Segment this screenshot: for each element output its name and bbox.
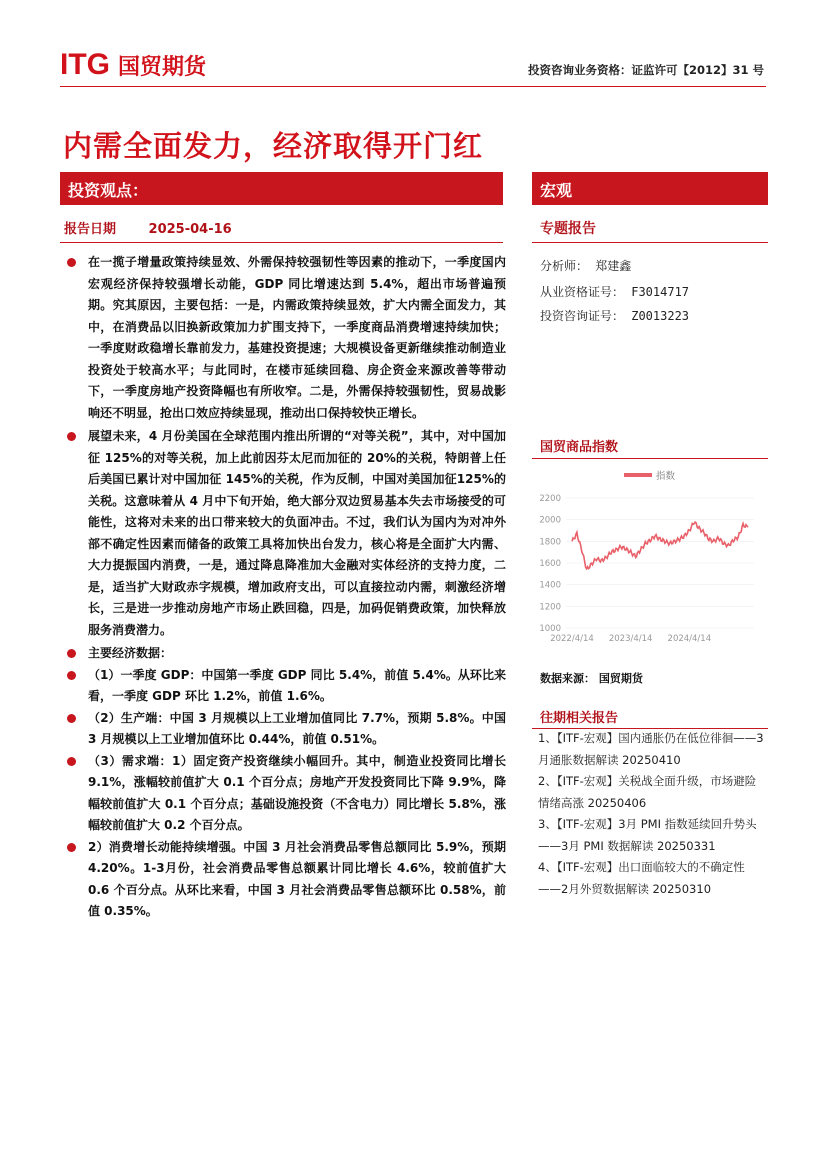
report-date-label: 报告日期 — [64, 222, 117, 237]
x-tick-label: 2022/4/14 — [550, 634, 594, 644]
license-text: 投资咨询业务资格：证监许可【2012】31 号 — [527, 63, 764, 77]
analyst-name: 分析师： 郑建鑫 — [540, 259, 632, 273]
y-tick-label: 1400 — [539, 580, 561, 591]
paragraph-gdp — [64, 665, 506, 708]
company-logo — [60, 48, 206, 82]
investment-view-label: 投资观点： — [68, 181, 149, 200]
paragraph-text: 在一揽子增量政策持续显效、外需保持较强韧性等因素的推动下，一季度国内宏观经济保持较强增长动能，GDP 同比增速达到 5.4%，超出市场普遍预期。究其原因，主要包括：一是，内需政策持续显效，扩大内需全面发力，其中，在消费品以旧换新政策加力扩围支持下，一季度商品消费增速持续加快；一季度财政稳增长靠前发力，基建投资提速；大规模设备更新继续推动制造业投资处于较高水平；与此同时，在楼市延续回稳、房企资金来源改善等带动下，一季度房地产投资降幅也有所收窄。二是，外需保持较强韧性，贸易战影响还不明显，抢出口效应持续显现，推动出口保持较快正增长。 — [88, 255, 506, 420]
series-line-index — [572, 522, 748, 569]
related-report-item[interactable]: 3、【ITF-宏观】3月 PMI 指数延续回升势头——3月 PMI 数据解读 20250331 — [538, 817, 757, 853]
analyst-consult-id: 投资咨询证号： Z0013223 — [540, 309, 690, 323]
bullet-icon — [67, 757, 76, 766]
bullet-icon — [67, 432, 76, 441]
logo-cn-text: 国贸期货 — [118, 54, 207, 80]
related-report-item[interactable]: 2、【ITF-宏观】关税战全面升级，市场避险情绪高涨 20250406 — [538, 774, 757, 810]
report-date-value: 2025-04-16 — [148, 222, 232, 237]
category-bar — [532, 172, 768, 205]
y-tick-label: 1000 — [539, 624, 561, 634]
paragraph-text: 展望未来，4 月份美国在全球范围内推出所谓的“对等关税”，其中，对中国加征 125%的对等关税，加上此前因芬太尼而加征的 20%的关税，特朗普上任后美国已累计对中国加征 145%的关税，作为反制，中国对美国加征125%的关税。这意味着从 4 月中下旬开始，绝大部分双边贸易基本失去市场接受的可能性，这将对未来的出口带来较大的负面冲击。不过，我们认为国内为对冲外部不确定性因素而储备的政策工具将加快出台发力，核心将是全面扩大内需、大力提振国内消费，一是，通过降息降准加大金融对实体经济的支持力度，二是，适当扩大财政赤字规模，增加政府支出，可以直接拉动内需，刺激经济增长，三是进一步推动房地产市场止跌回稳，四是，加码促销费政策，加快释放服务消费潜力。 — [88, 429, 506, 637]
related-reports-title: 往期相关报告 — [540, 711, 619, 726]
paragraph-data-heading — [64, 643, 506, 665]
category-label: 宏观 — [540, 181, 573, 200]
paragraph-outlook — [64, 252, 506, 424]
related-reports-list — [538, 728, 766, 900]
bullet-icon — [67, 714, 76, 723]
report-title: 内需全面发力，经济取得开门红 — [63, 129, 484, 163]
main-content — [64, 252, 506, 923]
data-source: 数据来源： 国贸期货 — [540, 672, 643, 685]
header-divider — [60, 86, 766, 87]
y-tick-label: 2200 — [539, 494, 561, 504]
y-tick-label: 1600 — [539, 559, 561, 569]
paragraph-production — [64, 708, 506, 751]
bullet-icon — [67, 649, 76, 658]
chart-section-title: 国贸商品指数 — [540, 440, 619, 455]
logo-itg-text: ITG — [60, 48, 110, 81]
paragraph-text: （3）需求端：1）固定资产投资继续小幅回升。其中，制造业投资同比增长 9.1%，涨幅较前值扩大 0.1 个百分点；房地产开发投资同比下降 9.9%，降幅较前值扩大 0.1 个百分点；基础设施投资（不含电力）同比增长 5.8%，涨幅较前值扩大 0.2 个百分点。 — [88, 753, 506, 832]
chart-svg — [532, 462, 768, 648]
paragraph-forecast — [64, 426, 506, 641]
y-tick-label: 2000 — [539, 515, 561, 526]
report-type: 专题报告 — [540, 221, 596, 237]
paragraph-text: （1）一季度 GDP：中国第一季度 GDP 同比 5.4%，前值 5.4%。从环比来看，一季度 GDP 环比 1.2%，前值 1.6%。 — [88, 667, 506, 703]
y-tick-label: 1200 — [539, 602, 561, 613]
paragraph-demand — [64, 751, 506, 837]
report-date — [64, 218, 232, 237]
related-report-item[interactable]: 1、【ITF-宏观】国内通胀仍在低位徘徊——3月通胀数据解读 20250410 — [538, 731, 764, 767]
y-tick-label: 1800 — [539, 537, 561, 548]
paragraph-text: （2）生产端：中国 3 月规模以上工业增加值同比 7.7%，预期 5.8%。中国 3 月规模以上工业增加值环比 0.44%，前值 0.51%。 — [88, 710, 506, 746]
right-divider — [532, 242, 768, 243]
analyst-qualification: 从业资格证号： F3014717 — [540, 285, 690, 299]
paragraph-text: 主要经济数据： — [88, 646, 173, 660]
paragraph-text: 2）消费增长动能持续增强。中国 3 月社会消费品零售总额同比 5.9%，预期4.20%。1-3月份，社会消费品零售总额累计同比增长 4.6%，较前值扩大 0.6 个百分点。从环比来看，中国 3 月社会消费品零售总额环比 0.58%，前值 0.35%。 — [88, 839, 506, 918]
chart-section-divider — [532, 458, 768, 459]
investment-view-bar — [60, 172, 503, 205]
bullet-icon — [67, 843, 76, 852]
paragraph-consumption — [64, 837, 506, 923]
commodity-index-chart — [532, 462, 768, 648]
bullet-icon — [67, 258, 76, 267]
left-divider — [60, 242, 503, 243]
x-tick-label: 2024/4/14 — [667, 634, 712, 644]
bullet-icon — [67, 671, 76, 680]
legend-label: 指数 — [656, 471, 676, 482]
related-report-item[interactable]: 4、【ITF-宏观】出口面临较大的不确定性——2月外贸数据解读 20250310 — [538, 860, 745, 896]
x-tick-label: 2023/4/14 — [608, 634, 653, 644]
